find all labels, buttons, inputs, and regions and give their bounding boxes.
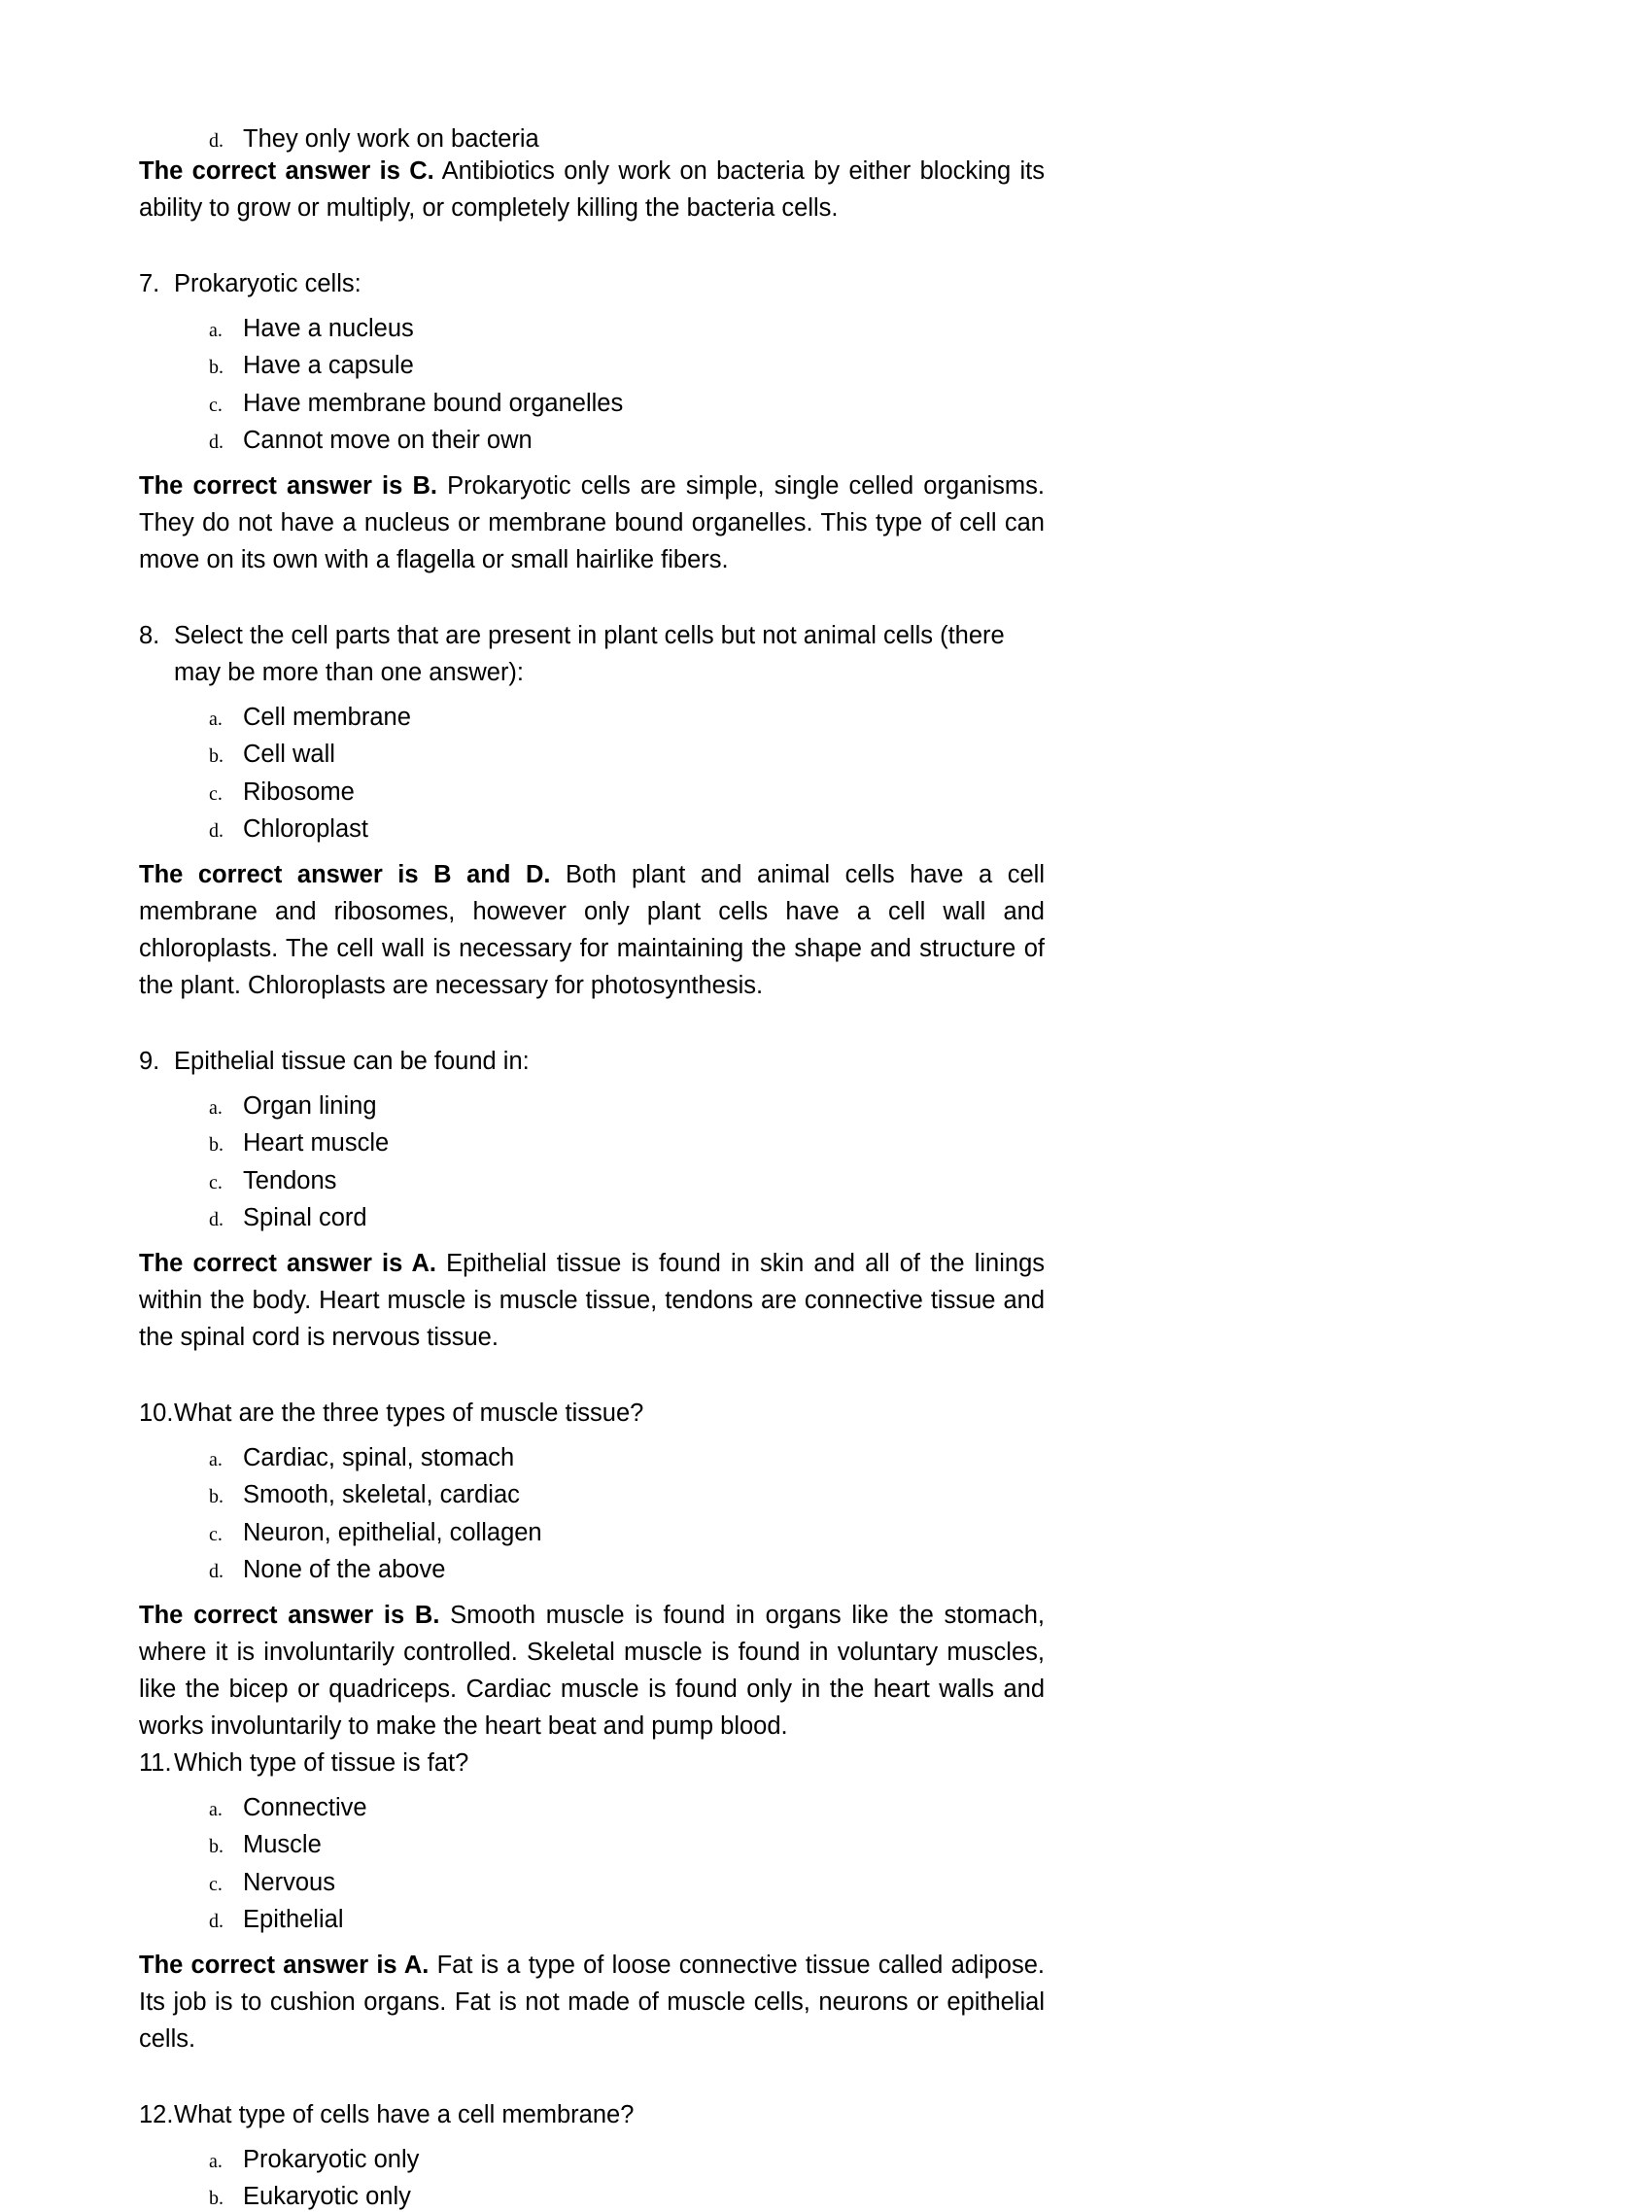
spacer bbox=[139, 1231, 1045, 1245]
option-text: Tendons bbox=[243, 1166, 337, 1194]
option-list-orphan bbox=[139, 126, 1045, 153]
list-item bbox=[139, 1557, 1045, 1583]
option-list-7 bbox=[139, 316, 1045, 454]
answer-paragraph-7 bbox=[139, 467, 1045, 578]
list-item bbox=[139, 1520, 1045, 1546]
option-text: Cell wall bbox=[243, 741, 335, 768]
spacer bbox=[139, 691, 1045, 705]
answer-body: Epithelial tissue is found in skin and all of the linings within the body. Heart muscle is muscle tissue, tendons are connective tissue and the spinal cord is nervous tissue. bbox=[139, 1249, 1045, 1351]
option-letter: b. bbox=[209, 745, 224, 767]
option-text: Ribosome bbox=[243, 778, 355, 806]
option-letter: b. bbox=[209, 2188, 224, 2209]
list-item bbox=[139, 1205, 1045, 1231]
answer-body: Fat is a type of loose connective tissue called adipose. Its job is to cushion organs. Fat is not made of muscle cells, neurons or epithelial cells. bbox=[139, 1951, 1045, 2053]
answer-body: Both plant and animal cells have a cell membrane and ribosomes, however only plant cells have a cell wall and chloroplasts. The cell wall is necessary for maintaining the shape and structure of the plant. Chloroplasts are necessary for photosynthesis. bbox=[139, 860, 1045, 999]
spacer bbox=[139, 578, 1045, 617]
spacer bbox=[139, 2133, 1045, 2147]
option-letter: d. bbox=[209, 1561, 224, 1582]
spacer bbox=[139, 226, 1045, 265]
list-item bbox=[139, 1795, 1045, 1821]
question-9 bbox=[139, 1043, 1045, 1080]
option-text: Epithelial bbox=[243, 1906, 344, 1933]
list-item bbox=[139, 1870, 1045, 1896]
answer-lead: The correct answer is B. bbox=[139, 1601, 440, 1629]
answer-lead: The correct answer is A. bbox=[139, 1249, 437, 1277]
spacer bbox=[139, 302, 1045, 316]
question-11 bbox=[139, 1745, 1045, 1781]
question-10 bbox=[139, 1395, 1045, 1432]
option-text: Have a capsule bbox=[243, 352, 414, 379]
option-text: Have membrane bound organelles bbox=[243, 389, 624, 417]
option-letter: b. bbox=[209, 1134, 224, 1156]
option-text: Cardiac, spinal, stomach bbox=[243, 1443, 515, 1471]
answer-lead: The correct answer is B and D. bbox=[139, 860, 551, 888]
option-text: None of the above bbox=[243, 1556, 446, 1583]
option-text: Connective bbox=[243, 1793, 367, 1821]
option-text: Smooth, skeletal, cardiac bbox=[243, 1481, 520, 1508]
list-item bbox=[139, 1130, 1045, 1157]
option-text: Have a nucleus bbox=[243, 314, 414, 342]
option-letter: d. bbox=[209, 130, 224, 152]
option-text: Cell membrane bbox=[243, 703, 411, 731]
option-letter: d. bbox=[209, 432, 224, 453]
question-number: 8. bbox=[139, 621, 160, 649]
option-text: Spinal cord bbox=[243, 1204, 367, 1231]
option-text: Chloroplast bbox=[243, 815, 368, 843]
answer-lead: The correct answer is C. bbox=[139, 156, 434, 185]
list-item bbox=[139, 1482, 1045, 1508]
option-text: Prokaryotic only bbox=[243, 2145, 420, 2173]
option-letter: b. bbox=[209, 1486, 224, 1507]
question-text: Select the cell parts that are present in plant cells but not animal cells (there may be more than one answer): bbox=[174, 621, 1005, 686]
question-number: 7. bbox=[139, 269, 160, 297]
list-item bbox=[139, 705, 1045, 731]
question-text: What type of cells have a cell membrane? bbox=[174, 2100, 635, 2128]
list-item bbox=[139, 1168, 1045, 1194]
answer-paragraph bbox=[139, 153, 1045, 226]
list-item bbox=[139, 353, 1045, 379]
spacer bbox=[139, 1004, 1045, 1043]
answer-paragraph-11 bbox=[139, 1947, 1045, 2057]
question-number: 12. bbox=[139, 2100, 174, 2128]
question-number: 10. bbox=[139, 1399, 174, 1427]
option-text: Muscle bbox=[243, 1831, 322, 1858]
list-item bbox=[139, 2184, 1045, 2210]
option-letter: a. bbox=[209, 1096, 223, 1119]
spacer bbox=[139, 1432, 1045, 1445]
option-letter: c. bbox=[209, 1171, 223, 1193]
option-letter: a. bbox=[209, 708, 223, 730]
option-letter: c. bbox=[209, 394, 223, 416]
question-8 bbox=[139, 617, 1045, 691]
list-item bbox=[139, 1907, 1045, 1933]
spacer bbox=[139, 454, 1045, 467]
option-list-10 bbox=[139, 1445, 1045, 1583]
question-7 bbox=[139, 265, 1045, 302]
list-item bbox=[139, 126, 1045, 153]
spacer bbox=[139, 1356, 1045, 1395]
option-letter: a. bbox=[209, 1798, 223, 1820]
question-text: What are the three types of muscle tissue? bbox=[174, 1399, 644, 1427]
answer-body: Smooth muscle is found in organs like the stomach, where it is involuntarily controlled. Skeletal muscle is found in voluntary muscles, like the bicep or quadriceps. Cardiac muscle is found only in the heart walls and works involuntarily to make the heart beat and pump blood. bbox=[139, 1601, 1045, 1740]
option-list-12 bbox=[139, 2147, 1045, 2210]
spacer bbox=[139, 1933, 1045, 1947]
list-item bbox=[139, 391, 1045, 417]
option-letter: b. bbox=[209, 1836, 224, 1857]
option-letter: a. bbox=[209, 1448, 223, 1470]
option-text: They only work on bacteria bbox=[243, 125, 539, 153]
question-text: Epithelial tissue can be found in: bbox=[174, 1047, 530, 1075]
option-text: Nervous bbox=[243, 1868, 335, 1896]
option-text: Organ lining bbox=[243, 1091, 377, 1120]
answer-paragraph-8 bbox=[139, 856, 1045, 1004]
answer-lead: The correct answer is B. bbox=[139, 471, 437, 500]
list-item bbox=[139, 2147, 1045, 2173]
option-letter: b. bbox=[209, 357, 224, 378]
option-list-8 bbox=[139, 705, 1045, 843]
option-letter: c. bbox=[209, 1873, 223, 1895]
spacer bbox=[139, 843, 1045, 856]
list-item bbox=[139, 816, 1045, 843]
question-number: 9. bbox=[139, 1047, 160, 1075]
option-letter: d. bbox=[209, 1911, 224, 1932]
option-text: Neuron, epithelial, collagen bbox=[243, 1518, 542, 1546]
option-letter: d. bbox=[209, 820, 224, 842]
spacer bbox=[139, 2057, 1045, 2096]
question-12 bbox=[139, 2096, 1045, 2133]
option-letter: a. bbox=[209, 2150, 223, 2172]
option-list-11 bbox=[139, 1795, 1045, 1933]
question-text: Which type of tissue is fat? bbox=[174, 1748, 469, 1777]
option-letter: c. bbox=[209, 782, 223, 805]
spacer bbox=[139, 1583, 1045, 1597]
option-text: Heart muscle bbox=[243, 1129, 390, 1157]
answer-body: Antibiotics only work on bacteria by either blocking its ability to grow or multiply, or completely killing the bacteria cells. bbox=[139, 156, 1045, 222]
answer-lead: The correct answer is A. bbox=[139, 1951, 430, 1979]
option-letter: c. bbox=[209, 1523, 223, 1545]
answer-paragraph-10 bbox=[139, 1597, 1045, 1745]
option-letter: d. bbox=[209, 1209, 224, 1230]
list-item bbox=[139, 316, 1045, 342]
answer-body: Prokaryotic cells are simple, single celled organisms. They do not have a nucleus or membrane bound organelles. This type of cell can move on its own with a flagella or small hairlike fibers. bbox=[139, 471, 1045, 573]
spacer bbox=[139, 1080, 1045, 1093]
document-body bbox=[139, 126, 1045, 2210]
list-item bbox=[139, 779, 1045, 806]
option-text: Eukaryotic only bbox=[243, 2183, 411, 2210]
option-letter: a. bbox=[209, 319, 223, 341]
option-text: Cannot move on their own bbox=[243, 427, 533, 454]
list-item bbox=[139, 428, 1045, 454]
question-number: 11. bbox=[139, 1748, 172, 1777]
answer-paragraph-9 bbox=[139, 1245, 1045, 1356]
list-item bbox=[139, 1093, 1045, 1120]
option-list-9 bbox=[139, 1093, 1045, 1231]
question-text: Prokaryotic cells: bbox=[174, 269, 361, 297]
list-item bbox=[139, 1445, 1045, 1471]
list-item bbox=[139, 1832, 1045, 1858]
spacer bbox=[139, 1781, 1045, 1795]
list-item bbox=[139, 742, 1045, 768]
